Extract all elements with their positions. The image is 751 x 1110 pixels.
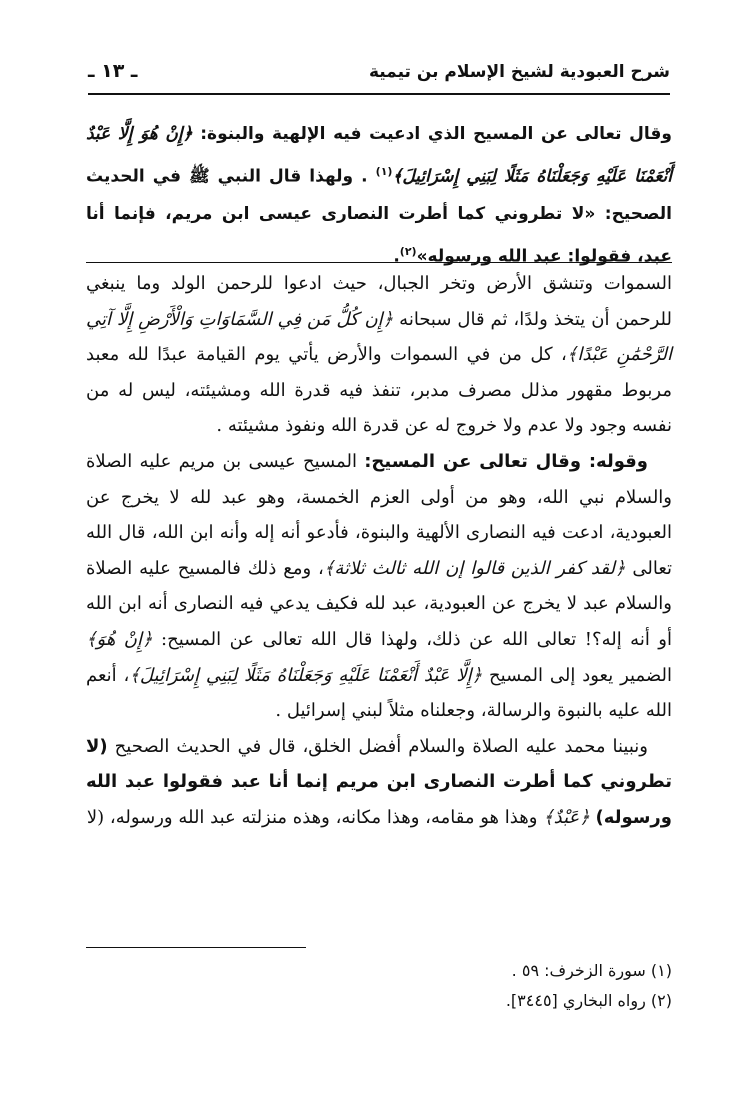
footnotes: [86, 956, 672, 1016]
intro-quote: [86, 116, 672, 275]
paragraph-text: ، أنعم الله عليه بالنبوة والرسالة، وجعلناه مثلاً لبني إسرائيل .: [86, 664, 672, 722]
quran-verse: ﴿عَبْدٌ﴾: [543, 806, 596, 828]
section-divider: [86, 262, 672, 263]
paragraph-text: ، كل من في السموات والأرض يأتي يوم القيامة عبدًا لله معبد مربوط مقهور مذلل مصرف مدبر، تنفذ فيه قدرة الله ومشيئته، ليس له من نفسه وجود ولا عدم ولا خروج له عن قدرة الله ونفوذ مشيئته .: [86, 344, 672, 437]
paragraph-text: الضمير يعود إلى المسيح: [482, 664, 672, 686]
paragraph-text: ونبينا محمد عليه الصلاة والسلام أفضل الخلق، قال في الحديث الصحيح: [107, 735, 648, 757]
footnote-ref: (١): [375, 165, 393, 178]
footnote: (١) سورة الزخرف: ٥٩ .: [511, 961, 672, 980]
quran-verse: ﴿إِن كُلُّ مَن فِي السَّمَاوَاتِ وَالْأَرْضِ إِلَّا آتِي الرَّحْمَٰنِ عَبْدًا﴾: [86, 308, 672, 366]
commentary-body: [86, 266, 672, 836]
footnote: (٢) رواه البخاري [٣٤٤٥].: [505, 991, 672, 1010]
paragraph-text: السموات وتنشق الأرض وتخر الجبال، حيث ادعوا للرحمن الولد وما ينبغي للرحمن أن يتخذ ولدًا، ثم قال سبحانه: [86, 273, 672, 330]
quran-verse: ﴿إِنْ هُوَ إِلَّا عَبْدٌ أَنْعَمْنَا عَلَيْهِ وَجَعَلْنَاهُ مَثَلًا لِبَنِي إِسْرَائِيلَ﴾: [86, 124, 672, 187]
footnote-ref: (٢): [399, 244, 417, 258]
header-rule: [88, 93, 670, 95]
paragraph: [86, 444, 672, 729]
intro-text: . ولهذا قال النبي ﷺ في الحديث الصحيح: «لا تطروني كما أطرت النصارى عيسى ابن مريم، فإنما أنا عبد، فقولوا: عبد الله ورسوله»: [86, 166, 672, 267]
page-number: ـ ١٣ ـ: [88, 60, 138, 82]
paragraph-text: وهذا هو مقامه، وهذا مكانه، وهذه منزلته عبد الله ورسوله، (لا: [86, 806, 544, 828]
paragraph-text: ، ومع ذلك فالمسيح عليه الصلاة والسلام عبد لا يخرج عن العبودية، عبد لله فكيف يدعي فيه النصارى أنه ابن الله أو أنه إله؟! تعالى الله عن ذلك، ولهذا قال الله تعالى عن المسيح:: [86, 557, 672, 650]
paragraph: [86, 266, 672, 444]
paragraph-label: وقوله: وقال تعالى عن المسيح:: [364, 450, 648, 472]
paragraph: [86, 729, 672, 836]
footnote-divider: [86, 947, 306, 948]
intro-text: .: [393, 246, 400, 267]
quran-verse: ﴿لقد كفر الذين قالوا إن الله ثالث ثلاثة﴾: [323, 557, 626, 579]
running-title: شرح العبودية لشيخ الإسلام بن تيمية: [368, 62, 670, 82]
page-header: [88, 56, 670, 96]
quran-verse: ﴿إِنْ هُوَ﴾: [86, 628, 153, 650]
hadith-quote: (لا تطروني كما أطرت النصارى ابن مريم إنما أنا عبد فقولوا عبد الله ورسوله): [86, 735, 672, 828]
paragraph-text: المسيح عيسى بن مريم عليه الصلاة والسلام نبي الله، وهو من أولى العزم الخمسة، وهو عبد لله لا يخرج عن العبودية، ادعت فيه النصارى الألهية والبنوة، فأدعو أنه إله وأنه ابن الله، قال الله تعالى: [86, 450, 673, 579]
quran-verse: ﴿إِلَّا عَبْدٌ أَنْعَمْنَا عَلَيْهِ وَجَعَلْنَاهُ مَثَلًا لِبَنِي إِسْرَائِيلَ﴾: [129, 664, 483, 686]
intro-text: وقال تعالى عن المسيح الذي ادعيت فيه الإلهية والبنوة:: [192, 124, 672, 144]
